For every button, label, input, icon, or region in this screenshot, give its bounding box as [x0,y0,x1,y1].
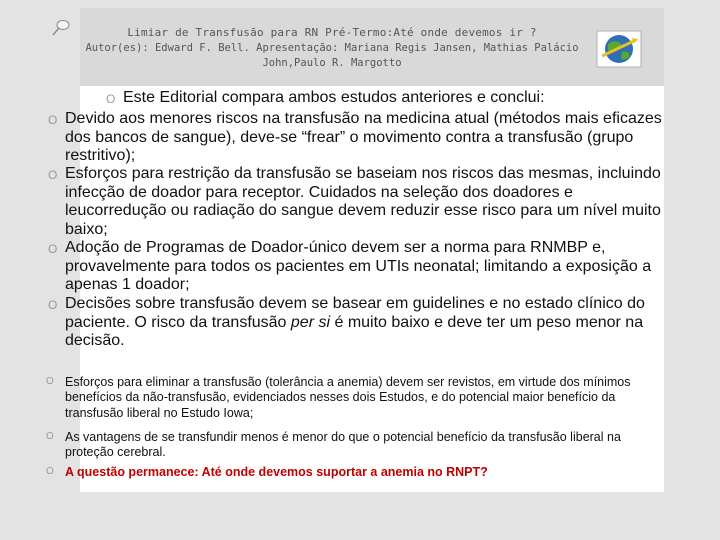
bullet-icon: O [48,242,58,256]
slide-title: Limiar de Transfusão para RN Pré-Termo:Até onde devemos ir ? [127,26,537,39]
bullet-icon: O [46,431,54,442]
list-item-emphasis: per si [290,313,331,331]
list-item [65,295,663,351]
bullet-icon: O [106,92,116,106]
list-item: Esforços para eliminar a transfusão (tolerância a anemia) devem ser revistos, em virtude dos mínimos benefícios da não-transfusão, evidenciados nesses dois Estudos, e do potencial maior benefício da transfusão liberal no Estudo Iowa; [65,375,631,420]
slide-authors: Autor(es): Edward F. Bell. Apresentação: Mariana Regis Jansen, Mathias Palácio John,Paulo R. Margotto [85,42,579,69]
intro-text: Este Editorial compara ambos estudos anteriores e conclui: [123,89,545,106]
list-item: Adoção de Programas de Doador-único devem ser a norma para RNMBP e, provavelmente para todos os pacientes em UTIs neonatal; limitando a exposição a apenas 1 doador; [65,239,652,294]
bullet-icon: O [48,113,58,127]
pushpin-icon [52,20,70,36]
list-item: As vantagens de se transfundir menos é menor do que o potencial benefício da transfusão liberal na proteção cerebral. [65,430,621,460]
bullet-icon: O [48,298,58,312]
list-item-text: é muito baixo e deve ter um peso menor na decisão. [65,313,644,350]
list-item: Esforços para restrição da transfusão se baseiam nos riscos das mesmas, incluindo infecção de doador para receptor. Cuidados na seleção dos doadores e leucorredução ou radiação do sangue devem reduzir esse risco para um nível muito baixo; [65,165,661,238]
closing-question: A questão permanece: Até onde devemos suportar a anemia no RNPT? [65,465,488,479]
bullet-icon: O [46,376,54,387]
list-item-text: Decisões sobre transfusão devem se basear em guidelines e no estado clínico do paciente. O risco da transfusão [65,295,645,331]
list-item: Devido aos menores riscos na transfusão na medicina atual (métodos mais eficazes dos bancos de sangue), deve-se “frear” o movimento contra a transfusão (grupo restritivo); [65,110,662,165]
globe-logo-icon [596,30,642,68]
bullet-icon: O [46,466,54,477]
bullet-icon: O [48,168,58,182]
